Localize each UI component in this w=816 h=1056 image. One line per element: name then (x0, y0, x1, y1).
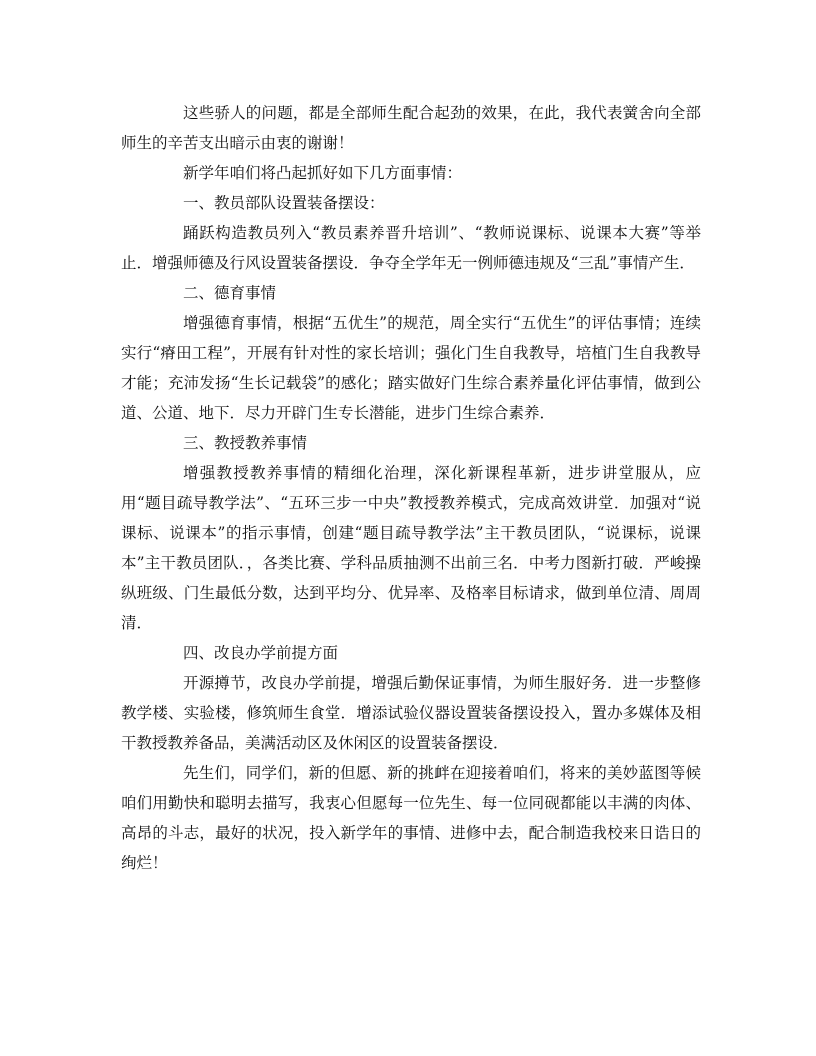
paragraph-teacher-team: 踊跃构造教员列入“教员素养晋升培训”、“教师说课标、说课本大赛”等举止．增强师德及行风设置装备摆设．争夺全学年无一例师德违规及“三乱”事情产生． (121, 224, 701, 272)
paragraph-school-conditions: 开源撙节，改良办学前提，增强后勤保证事情，为师生服好务．进一步整修教学楼、实验楼，修筑师生食堂．增添试验仪器设置装备摆设投入，置办多媒体及相干教授教养备品，美满活动区及休闲区的设置装备摆设． (121, 674, 701, 752)
paragraph-intro: 新学年咱们将凸起抓好如下几方面事情： (183, 164, 463, 182)
heading-school-conditions: 四、改良办学前提方面 (183, 644, 339, 662)
heading-teacher-team: 一、教员部队设置装备摆设： (183, 194, 385, 212)
heading-moral-education: 二、德育事情 (183, 284, 277, 302)
heading-teaching: 三、教授教养事情 (183, 434, 308, 452)
paragraph-thanks: 这些骄人的问题，都是全部师生配合起劲的效果，在此，我代表黉舍向全部师生的辛苦支出暗示由衷的谢谢！ (121, 104, 701, 152)
document-body (121, 98, 701, 878)
paragraph-closing: 先生们，同学们，新的但愿、新的挑衅在迎接着咱们，将来的美妙蓝图等候咱们用勤快和聪明去描写，我衷心但愿每一位先生、每一位同砚都能以丰满的肉体、高昂的斗志，最好的状况，投入新学年的事情、进修中去，配合制造我校来日诰日的绚烂！ (121, 764, 701, 872)
paragraph-moral-education: 增强德育事情，根据“五优生”的规范，周全实行“五优生”的评估事情；连续实行“瘠田工程”，开展有针对性的家长培训；强化门生自我教导，培植门生自我教导才能；充沛发扬“生长记载袋”的感化；踏实做好门生综合素养量化评估事情，做到公道、公道、地下．尽力开辟门生专长潜能，进步门生综合素养． (121, 314, 701, 422)
paragraph-teaching: 增强教授教养事情的精细化治理，深化新课程革新，进步讲堂服从，应用“题目疏导教学法”、“五环三步一中央”教授教养模式，完成高效讲堂．加强对“说课标、说课本”的指示事情，创建“题目疏导教学法”主干教员团队，“说课标，说课本”主干教员团队．，各类比赛、学科品质抽测不出前三名．中考力图新打破．严峻操纵班级、门生最低分数，达到平均分、优异率、及格率目标请求，做到单位清、周周清． (121, 464, 701, 632)
